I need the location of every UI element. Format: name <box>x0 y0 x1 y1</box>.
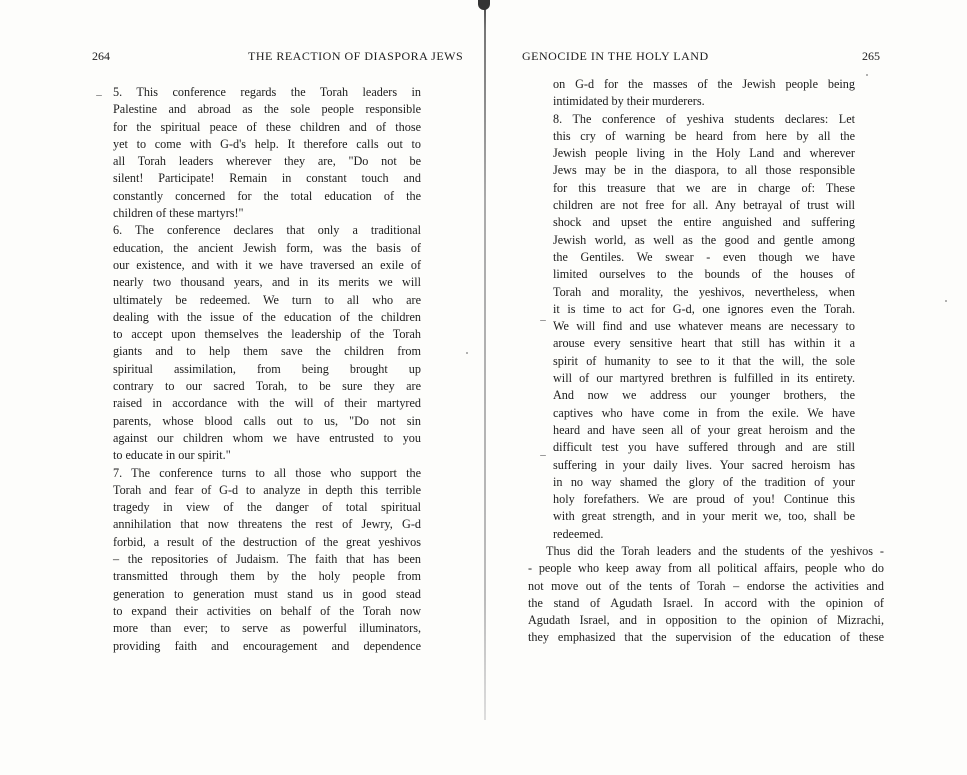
text-line: Torah and fear of G-d to analyze in depth this terrible <box>113 482 421 497</box>
text-line: to educate in our spirit." <box>113 448 231 463</box>
text-line: to accept upon themselves the leadership of the Torah <box>113 327 421 342</box>
text-line: to expand their activities on behalf of the Torah now <box>113 603 421 618</box>
text-line: with great strength, and in your merit we, too, shall be <box>553 509 855 524</box>
text-line: on G-d for the masses of the Jewish people being <box>553 77 855 91</box>
text-line: Thus did the Torah leaders and the students of the yeshivos - <box>546 544 884 558</box>
text-line: education, the ancient Jewish form, was the basis of <box>113 240 421 255</box>
left-page-number: 264 <box>92 49 110 63</box>
text-line: spirit of humanity to see to it that the will, the sole <box>553 353 855 368</box>
text-line: ultimately be redeemed. We turn to all who are <box>113 292 421 307</box>
text-line: annihilation that now threatens the rest of Jewry, G-d <box>113 517 421 532</box>
text-line: transmitted through them by the holy people from <box>113 569 421 584</box>
text-line: limited ourselves to the bounds of the houses of <box>553 267 855 282</box>
text-line: redeemed. <box>553 526 604 541</box>
text-line: We will find and use whatever means are necessary to <box>553 319 855 334</box>
text-line: parents, whose blood calls out to us, "Do not sin <box>113 413 421 428</box>
text-line: all Torah leaders wherever they are, "Do not be <box>113 154 421 169</box>
right-running-head: GENOCIDE IN THE HOLY LAND <box>522 49 709 63</box>
left-running-head: THE REACTION OF DIASPORA JEWS <box>248 49 464 63</box>
text-line: 8. The conference of yeshiva students declares: Let <box>553 111 855 126</box>
text-line: the Gentiles. We swear - even though we have <box>553 249 855 264</box>
binding-mark <box>478 0 490 10</box>
scan-speck <box>540 320 546 321</box>
text-line: our existence, and with it we have traversed an exile of <box>113 257 421 272</box>
text-line: against our children whom we have entrusted to you <box>113 430 421 445</box>
text-line: spiritual assimilation, from being brought up <box>113 361 421 376</box>
text-line: And now we address our younger brothers, the <box>553 388 855 403</box>
text-line: will of our martyred brethren is fulfilled in its entirety. <box>553 371 855 386</box>
text-line: captives who have come in from the exile. We have <box>553 405 855 420</box>
text-line: Jewish people living in the Holy Land and wherever <box>553 146 855 161</box>
text-line: Jews may be in the diaspora, to all those responsible <box>553 163 855 178</box>
text-line: intimidated by their murderers. <box>553 94 705 109</box>
text-line: difficult test you have suffered through and are still <box>553 440 855 455</box>
text-line: constantly concerned for the total education of the <box>113 188 421 203</box>
text-line: for this treasure that we are in charge of: These <box>553 180 855 195</box>
text-line: shock and upset the entire anguished and suffering <box>553 215 855 230</box>
right-page-paragraph <box>528 543 884 647</box>
text-line: holy forefathers. We are proud of you! Continue this <box>553 492 855 507</box>
right-page-body <box>553 76 855 543</box>
scan-speck <box>540 455 546 456</box>
text-line: contrary to our sacred Torah, to be sure they are <box>113 379 421 394</box>
text-line: more than ever; to serve as powerful illuminators, <box>113 621 421 636</box>
text-line: Palestine and abroad as the sole people responsible <box>113 102 421 117</box>
text-line: Agudath Israel, and in opposition to the opinion of Mizrachi, <box>528 613 884 628</box>
text-line: children of these martyrs!" <box>113 206 244 221</box>
right-page-number: 265 <box>862 49 880 63</box>
text-line: they emphasized that the supervision of the education of these <box>528 630 884 645</box>
text-line: 7. The conference turns to all those who support the <box>113 465 421 480</box>
text-line: children are not free for all. Any betrayal of trust will <box>553 198 855 213</box>
text-line: suffering in your daily lives. Your sacred heroism has <box>553 457 855 472</box>
text-line: Torah and morality, the yeshivos, nevertheless, when <box>553 284 855 299</box>
text-line: – the repositories of Judaism. The faith that has been <box>113 552 421 567</box>
text-line: yet to come with G-d's help. It therefore calls out to <box>113 136 421 151</box>
text-line: for the spiritual peace of these children and of those <box>113 119 421 134</box>
text-line: heard and have seen all of your great heroism and the <box>553 422 855 437</box>
text-line: Jewish world, as well as the good and gentle among <box>553 232 855 247</box>
text-line: arouse every sensitive heart that still has within it a <box>553 336 855 351</box>
text-line: 5. This conference regards the Torah leaders in <box>113 85 421 99</box>
text-line: 6. The conference declares that only a traditional <box>113 223 421 238</box>
text-line: forbid, a result of the destruction of the great yeshivos <box>113 534 421 549</box>
scan-speck <box>96 95 102 96</box>
text-line: this cry of warning be heard from here by all the <box>553 128 855 143</box>
text-line: dealing with the issue of the education of the children <box>113 309 421 324</box>
left-page-body <box>113 84 421 655</box>
text-line: generation to generation must stand us in good stead <box>113 586 421 601</box>
scan-speck <box>866 74 868 76</box>
text-line: it is time to act for G-d, one ignores even the Torah. <box>553 301 855 316</box>
text-line: tragedy in view of the danger of total spiritual <box>113 500 421 515</box>
text-line: providing faith and encouragement and dependence <box>113 638 421 653</box>
text-line: the stand of Agudath Israel. In accord with the opinion of <box>528 595 884 610</box>
book-gutter <box>484 0 486 720</box>
text-line: nearly two thousand years, and in its merits we will <box>113 275 421 290</box>
text-line: silent! Participate! Remain in constant touch and <box>113 171 421 186</box>
text-line: raised in accordance with the will of their martyred <box>113 396 421 411</box>
text-line: giants and to help them save the children from <box>113 344 421 359</box>
text-line: not move out of the tents of Torah – endorse the activities and <box>528 578 884 593</box>
text-line: in no way shamed the glory of the tradition of your <box>553 474 855 489</box>
text-line: - people who keep away from all political affairs, people who do <box>528 561 884 576</box>
scan-speck <box>466 352 468 354</box>
scan-speck <box>945 300 947 302</box>
